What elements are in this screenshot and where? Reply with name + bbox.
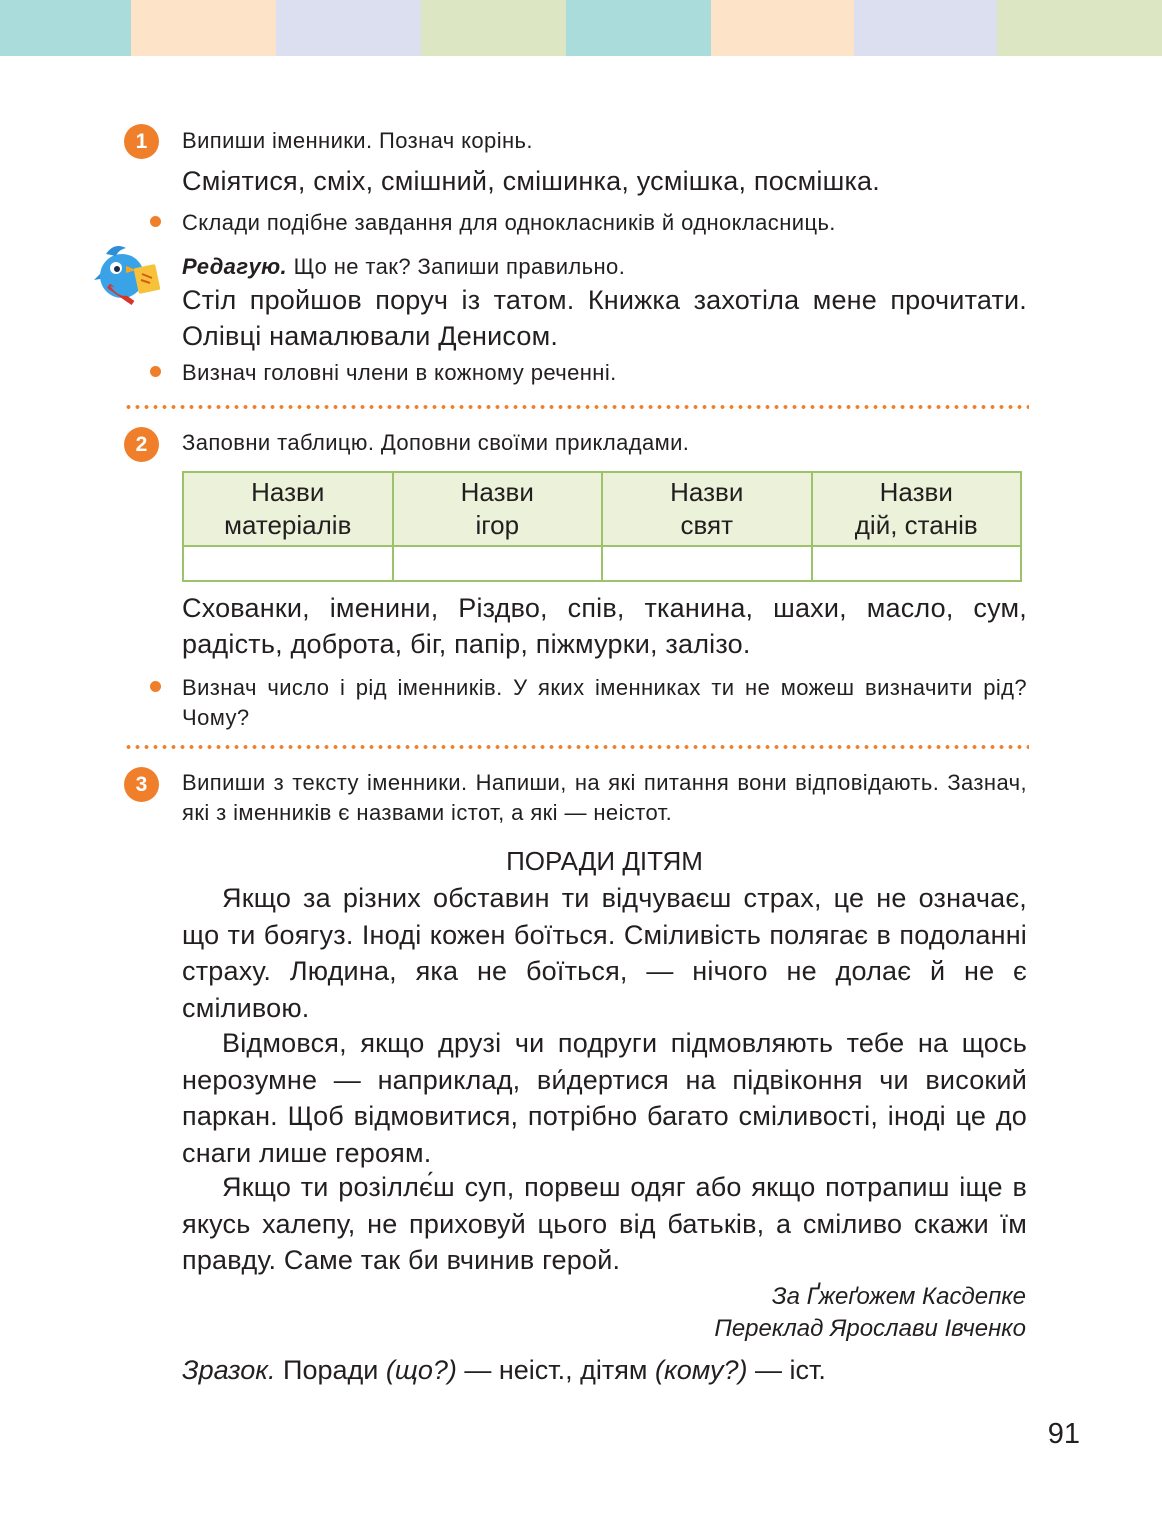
header-segment (854, 0, 997, 56)
table-cell[interactable] (183, 546, 393, 581)
header-segment (131, 0, 276, 56)
table-header-cell: Назви дій, станів (812, 472, 1022, 546)
page-number: 91 (1047, 1418, 1080, 1450)
table-header-cell: Назви свят (602, 472, 812, 546)
table-cell[interactable] (812, 546, 1022, 581)
header-segment (276, 0, 421, 56)
table-header-cell: Назви ігор (393, 472, 603, 546)
dotted-divider (124, 745, 1029, 749)
sample-label: Зразок. (182, 1355, 276, 1385)
exercise-2-task: Визнач число і рід іменників. У яких іменниках ти не можеш визначити рід? Чому? (182, 675, 1027, 730)
exercise-1-words: Сміятися, сміх, смішний, смішинка, усмішка, посмішка. (182, 166, 880, 196)
edit-instruction: Що не так? Запиши правильно. (293, 254, 626, 279)
table-row (183, 546, 1021, 581)
exercise-3-number: 3 (124, 767, 159, 802)
edit-header (182, 252, 625, 282)
bullet-icon (150, 681, 161, 692)
header-segment (566, 0, 711, 56)
table-cell[interactable] (602, 546, 812, 581)
text-paragraph: Якщо за різних обставин ти відчуваєш страх, це не означає, що ти боягуз. Іноді кожен боїться. Сміливість полягає в подоланні страху. Людина, яка не боїться, — нічого не долає й не є сміливою. (182, 883, 1027, 1023)
exercise-2-words: Схованки, іменини, Різдво, спів, тканина, шахи, масло, сум, радість, доброта, біг, папір, піжмурки, залізо. (182, 593, 1027, 659)
table-cell[interactable] (393, 546, 603, 581)
exercise-2-instruction: Заповни таблицю. Доповни своїми прикладами. (182, 430, 690, 455)
header-color-bar (0, 0, 1162, 56)
nouns-table (182, 471, 1022, 582)
exercise-3-instruction: Випиши з тексту іменники. Напиши, на які питання вони відповідають. Зазнач, які з іменників є назвами істот, а які — неістот. (182, 770, 1027, 825)
table-header-cell: Назви матеріалів (183, 472, 393, 546)
exercise-2-number: 2 (124, 427, 159, 462)
exercise-1-task: Склади подібне завдання для однокласників й однокласниць. (182, 210, 836, 235)
text-author: За Ґжеґожем Касдепке (771, 1283, 1026, 1310)
exercise-1-number: 1 (124, 124, 159, 159)
header-segment (0, 0, 131, 56)
header-segment (421, 0, 566, 56)
table-header-row (183, 472, 1021, 546)
bullet-icon (150, 216, 161, 227)
sample-answer (182, 1352, 826, 1388)
text-paragraph: Відмовся, якщо друзі чи подруги підмовляють тебе на щось нерозумне — наприклад, ви́дертися на підвіконня чи високий паркан. Щоб відмовитися, потрібно багато сміливості, іноді це до снаги лише героям. (182, 1028, 1027, 1168)
sample-word: Поради (283, 1355, 379, 1385)
header-segment (711, 0, 854, 56)
edit-text: Стіл пройшов поруч із татом. Книжка захотіла мене прочитати. Олівці намалювали Денисом. (182, 285, 1027, 351)
sample-question: (що?) (385, 1355, 457, 1385)
sample-text: — неіст., дітям (464, 1355, 648, 1385)
edit-label: Редагую. (182, 254, 288, 279)
bird-mascot-icon (92, 240, 166, 310)
dotted-divider (124, 405, 1029, 409)
header-segment (997, 0, 1162, 56)
text-paragraph: Якщо ти розіллє́ш суп, порвеш одяг або якщо потрапиш іще в якусь халепу, не приховуй цього від батьків, а сміливо скажи їм правду. Саме так би вчинив герой. (182, 1172, 1027, 1275)
bullet-icon (150, 366, 161, 377)
exercise-1-instruction: Випиши іменники. Познач корінь. (182, 128, 533, 153)
text-title: ПОРАДИ ДІТЯМ (506, 846, 703, 876)
edit-task: Визнач головні члени в кожному реченні. (182, 360, 617, 385)
sample-question: (кому?) (655, 1355, 748, 1385)
text-translator: Переклад Ярослави Івченко (714, 1315, 1026, 1342)
sample-text: — іст. (755, 1355, 826, 1385)
